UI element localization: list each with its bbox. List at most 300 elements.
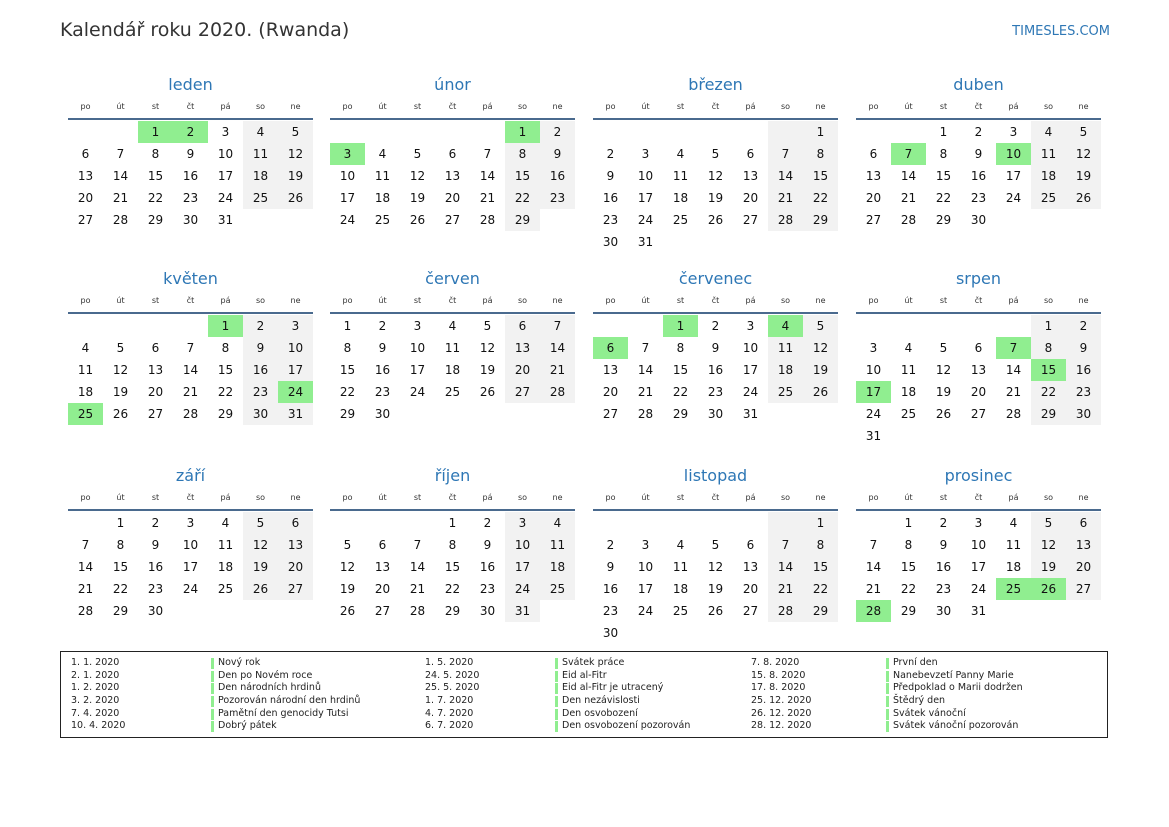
empty-cell xyxy=(891,121,926,143)
day-cell: 23 xyxy=(540,187,575,209)
day-cell: 24 xyxy=(865,407,882,421)
weekday-label: po xyxy=(342,296,353,305)
day-cell: 1 xyxy=(803,121,838,143)
empty-cell xyxy=(278,600,313,622)
week-row xyxy=(856,403,1101,425)
empty-cell xyxy=(1066,425,1101,447)
week-row xyxy=(593,121,838,143)
holiday-name: Dobrý pátek xyxy=(218,720,277,732)
day-cell: 7 xyxy=(641,341,650,355)
day-cell: 10 xyxy=(182,538,199,552)
weekday-label: po xyxy=(868,102,879,111)
day-cell: 13 xyxy=(602,363,619,377)
week-row xyxy=(593,534,838,556)
day-cell: 8 xyxy=(676,341,685,355)
day-cell: 14 xyxy=(900,169,917,183)
weekday-label: so xyxy=(1043,296,1054,305)
empty-cell xyxy=(698,622,733,644)
weekday-header xyxy=(330,99,575,115)
empty-cell xyxy=(68,121,103,143)
weekday-label: st xyxy=(413,296,422,305)
weekday-label: po xyxy=(605,296,616,305)
empty-cell xyxy=(628,622,663,644)
week-row xyxy=(330,534,575,556)
day-cell: 21 xyxy=(77,582,94,596)
day-cell: 21 xyxy=(409,582,426,596)
day-cell: 17 xyxy=(182,560,199,574)
weekday-label: út xyxy=(641,102,650,111)
weekday-label: so xyxy=(1043,493,1054,502)
day-cell: 28 xyxy=(1005,407,1022,421)
day-cell: 19 xyxy=(1066,165,1101,187)
weekday-label: st xyxy=(676,296,685,305)
month-name: říjen xyxy=(434,466,471,485)
day-cell: 20 xyxy=(742,191,759,205)
empty-cell xyxy=(926,425,961,447)
day-cell: 16 xyxy=(182,169,199,183)
day-cell: 13 xyxy=(970,363,987,377)
day-cell: 10 xyxy=(505,534,540,556)
weekday-label: po xyxy=(868,493,879,502)
divider xyxy=(68,312,313,314)
holiday-marker xyxy=(886,658,889,669)
day-cell: 9 xyxy=(974,147,983,161)
day-cell: 5 xyxy=(116,341,125,355)
legend-row xyxy=(425,670,755,683)
weekday-label: út xyxy=(116,493,125,502)
week-row xyxy=(856,512,1101,534)
empty-cell xyxy=(470,121,505,143)
day-cell: 8 xyxy=(343,341,352,355)
holiday-day-cell: 7 xyxy=(891,143,926,165)
day-cell: 26 xyxy=(707,213,724,227)
day-cell: 24 xyxy=(217,191,234,205)
legend-row xyxy=(751,708,1081,721)
empty-cell xyxy=(173,315,208,337)
month-říjen xyxy=(330,464,575,622)
empty-cell xyxy=(628,121,663,143)
day-cell: 31 xyxy=(217,213,234,227)
day-cell: 31 xyxy=(278,403,313,425)
empty-cell xyxy=(68,512,103,534)
day-cell: 3 xyxy=(869,341,878,355)
empty-cell xyxy=(138,315,173,337)
day-cell: 5 xyxy=(483,319,492,333)
holiday-day-cell: 10 xyxy=(996,143,1031,165)
day-cell: 25 xyxy=(540,578,575,600)
day-cell: 8 xyxy=(904,538,913,552)
day-cell: 24 xyxy=(970,582,987,596)
holiday-name: Svátek vánoční xyxy=(893,707,966,719)
week-row xyxy=(330,165,575,187)
holiday-name: Den národních hrdinů xyxy=(218,682,321,694)
day-cell: 4 xyxy=(540,512,575,534)
day-cell: 30 xyxy=(970,213,987,227)
day-cell: 9 xyxy=(483,538,492,552)
weekday-label: čt xyxy=(186,493,195,502)
weekday-label: st xyxy=(413,493,422,502)
legend-row xyxy=(71,657,401,670)
week-row xyxy=(330,556,575,578)
day-cell: 1 xyxy=(904,516,913,530)
day-cell: 14 xyxy=(540,337,575,359)
empty-cell xyxy=(1031,209,1066,231)
empty-cell xyxy=(365,121,400,143)
day-cell: 7 xyxy=(81,538,90,552)
day-cell: 24 xyxy=(742,385,759,399)
day-cell: 25 xyxy=(217,582,234,596)
day-cell: 17 xyxy=(637,191,654,205)
day-cell: 19 xyxy=(339,582,356,596)
day-cell: 22 xyxy=(339,385,356,399)
weekday-label: út xyxy=(116,296,125,305)
day-cell: 20 xyxy=(1066,556,1101,578)
day-cell: 22 xyxy=(112,582,129,596)
day-cell: 21 xyxy=(637,385,654,399)
day-cell: 22 xyxy=(900,582,917,596)
day-cell: 5 xyxy=(711,538,720,552)
day-cell: 9 xyxy=(243,337,278,359)
divider xyxy=(330,509,575,511)
day-cell: 24 xyxy=(1005,191,1022,205)
day-cell: 27 xyxy=(77,213,94,227)
day-cell: 9 xyxy=(186,147,195,161)
legend-column xyxy=(751,657,1081,733)
day-cell: 10 xyxy=(865,363,882,377)
weekday-header xyxy=(68,293,313,309)
day-cell: 29 xyxy=(672,407,689,421)
empty-cell xyxy=(593,315,628,337)
day-cell: 19 xyxy=(707,582,724,596)
holiday-name: Eid al-Fitr xyxy=(562,669,607,681)
legend-column xyxy=(425,657,755,733)
week-row xyxy=(856,534,1101,556)
month-name: srpen xyxy=(955,269,1002,288)
empty-cell xyxy=(996,600,1031,622)
day-cell: 6 xyxy=(505,315,540,337)
day-cell: 10 xyxy=(278,337,313,359)
day-cell: 15 xyxy=(672,363,689,377)
week-row xyxy=(593,578,838,600)
week-row xyxy=(68,337,313,359)
day-cell: 4 xyxy=(448,319,457,333)
day-cell: 23 xyxy=(243,381,278,403)
empty-cell xyxy=(330,512,365,534)
day-cell: 17 xyxy=(409,363,426,377)
empty-cell xyxy=(768,512,803,534)
holiday-marker xyxy=(555,696,558,707)
day-cell: 7 xyxy=(483,147,492,161)
day-cell: 6 xyxy=(869,147,878,161)
weekday-label: čt xyxy=(974,102,983,111)
holiday-marker xyxy=(555,683,558,694)
day-cell: 12 xyxy=(278,143,313,165)
holiday-marker xyxy=(886,696,889,707)
day-cell: 11 xyxy=(1005,538,1022,552)
week-row xyxy=(68,143,313,165)
day-cell: 8 xyxy=(448,538,457,552)
week-row xyxy=(330,121,575,143)
day-cell: 9 xyxy=(606,560,615,574)
day-cell: 16 xyxy=(935,560,952,574)
day-cell: 2 xyxy=(483,516,492,530)
day-cell: 18 xyxy=(1005,560,1022,574)
holiday-name: Den osvobození pozorován xyxy=(562,720,691,732)
holiday-date: 10. 4. 2020 xyxy=(71,720,126,732)
day-cell: 5 xyxy=(278,121,313,143)
day-cell: 27 xyxy=(742,213,759,227)
day-cell: 21 xyxy=(479,191,496,205)
divider xyxy=(593,509,838,511)
day-cell: 14 xyxy=(637,363,654,377)
day-cell: 4 xyxy=(378,147,387,161)
holiday-name: Předpoklad o Marii dodržen xyxy=(893,682,1023,694)
day-cell: 3 xyxy=(641,147,650,161)
day-cell: 5 xyxy=(343,538,352,552)
day-cell: 27 xyxy=(1066,578,1101,600)
site-link[interactable]: TIMESLES.COM xyxy=(1012,24,1110,39)
weekday-label: po xyxy=(868,296,879,305)
day-cell: 17 xyxy=(637,582,654,596)
day-cell: 14 xyxy=(409,560,426,574)
day-cell: 17 xyxy=(505,556,540,578)
day-cell: 4 xyxy=(1009,516,1018,530)
day-cell: 21 xyxy=(540,359,575,381)
holiday-day-cell: 25 xyxy=(996,578,1031,600)
weekday-label: so xyxy=(517,102,528,111)
empty-cell xyxy=(733,622,768,644)
weekday-label: st xyxy=(413,102,422,111)
day-cell: 13 xyxy=(444,169,461,183)
day-cell: 21 xyxy=(1005,385,1022,399)
day-cell: 31 xyxy=(865,429,882,443)
empty-cell xyxy=(698,512,733,534)
day-cell: 29 xyxy=(339,407,356,421)
day-cell: 15 xyxy=(803,165,838,187)
day-cell: 27 xyxy=(742,604,759,618)
week-row xyxy=(330,403,575,425)
weekday-label: pá xyxy=(482,296,493,305)
day-cell: 22 xyxy=(672,385,689,399)
holiday-day-cell: 24 xyxy=(278,381,313,403)
week-row xyxy=(593,209,838,231)
empty-cell xyxy=(68,315,103,337)
weekday-label: čt xyxy=(974,296,983,305)
holiday-marker xyxy=(886,721,889,732)
day-cell: 26 xyxy=(479,385,496,399)
holiday-name: První den xyxy=(893,657,938,668)
day-cell: 11 xyxy=(1031,143,1066,165)
holiday-date: 4. 7. 2020 xyxy=(425,707,474,719)
weekday-label: ne xyxy=(815,296,826,305)
day-cell: 27 xyxy=(374,604,391,618)
holiday-day-cell: 25 xyxy=(68,403,103,425)
day-cell: 20 xyxy=(444,191,461,205)
day-cell: 22 xyxy=(935,191,952,205)
holiday-marker xyxy=(211,709,214,720)
weekday-label: út xyxy=(116,102,125,111)
day-cell: 14 xyxy=(768,165,803,187)
day-cell: 29 xyxy=(1031,403,1066,425)
day-cell: 23 xyxy=(479,582,496,596)
week-row xyxy=(68,121,313,143)
holiday-day-cell: 26 xyxy=(1031,578,1066,600)
weekday-label: po xyxy=(342,493,353,502)
empty-cell xyxy=(768,121,803,143)
empty-cell xyxy=(803,403,838,425)
weekday-label: út xyxy=(378,102,387,111)
day-cell: 10 xyxy=(742,341,759,355)
day-cell: 24 xyxy=(637,213,654,227)
weekday-label: st xyxy=(676,102,685,111)
day-cell: 21 xyxy=(768,187,803,209)
day-cell: 27 xyxy=(147,407,164,421)
month-únor xyxy=(330,73,575,231)
day-cell: 16 xyxy=(602,191,619,205)
day-cell: 12 xyxy=(707,169,724,183)
month-prosinec xyxy=(856,464,1101,622)
empty-cell xyxy=(663,622,698,644)
day-cell: 25 xyxy=(672,213,689,227)
day-cell: 27 xyxy=(505,381,540,403)
weekday-label: so xyxy=(780,102,791,111)
week-row xyxy=(856,121,1101,143)
day-cell: 16 xyxy=(479,560,496,574)
day-cell: 8 xyxy=(116,538,125,552)
divider xyxy=(856,509,1101,511)
holiday-day-cell: 1 xyxy=(505,121,540,143)
day-cell: 3 xyxy=(974,516,983,530)
weekday-label: pá xyxy=(220,102,231,111)
holiday-marker xyxy=(886,709,889,720)
weekday-label: po xyxy=(80,102,91,111)
day-cell: 17 xyxy=(217,169,234,183)
day-cell: 19 xyxy=(479,363,496,377)
empty-cell xyxy=(961,425,996,447)
day-cell: 9 xyxy=(151,538,160,552)
day-cell: 19 xyxy=(707,191,724,205)
day-cell: 10 xyxy=(637,169,654,183)
day-cell: 13 xyxy=(865,169,882,183)
month-name: červen xyxy=(425,269,480,288)
day-cell: 23 xyxy=(970,191,987,205)
holiday-date: 7. 4. 2020 xyxy=(71,707,120,719)
day-cell: 13 xyxy=(1066,534,1101,556)
weekday-label: út xyxy=(904,102,913,111)
day-cell: 27 xyxy=(278,578,313,600)
holiday-day-cell: 7 xyxy=(996,337,1031,359)
divider xyxy=(856,118,1101,120)
weekday-label: ne xyxy=(815,493,826,502)
day-cell: 31 xyxy=(970,604,987,618)
week-row xyxy=(856,209,1101,231)
day-cell: 4 xyxy=(676,147,685,161)
empty-cell xyxy=(996,209,1031,231)
month-name: březen xyxy=(688,75,743,94)
month-name: leden xyxy=(168,75,213,94)
weekday-label: čt xyxy=(711,296,720,305)
day-cell: 12 xyxy=(935,363,952,377)
weekday-header xyxy=(593,490,838,506)
empty-cell xyxy=(856,512,891,534)
day-cell: 16 xyxy=(147,560,164,574)
day-cell: 13 xyxy=(505,337,540,359)
empty-cell xyxy=(593,512,628,534)
day-cell: 15 xyxy=(935,169,952,183)
weekday-label: po xyxy=(605,102,616,111)
holiday-date: 1. 1. 2020 xyxy=(71,657,120,668)
empty-cell xyxy=(593,121,628,143)
day-cell: 9 xyxy=(540,143,575,165)
day-cell: 29 xyxy=(444,604,461,618)
empty-cell xyxy=(961,315,996,337)
empty-cell xyxy=(243,209,278,231)
week-row xyxy=(856,337,1101,359)
day-cell: 10 xyxy=(217,147,234,161)
empty-cell xyxy=(540,403,575,425)
day-cell: 2 xyxy=(711,319,720,333)
empty-cell xyxy=(628,315,663,337)
day-cell: 17 xyxy=(278,359,313,381)
day-cell: 12 xyxy=(243,534,278,556)
day-cell: 26 xyxy=(803,381,838,403)
empty-cell xyxy=(768,231,803,253)
day-cell: 2 xyxy=(974,125,983,139)
day-cell: 14 xyxy=(77,560,94,574)
week-row xyxy=(593,600,838,622)
weekday-label: út xyxy=(641,296,650,305)
day-cell: 6 xyxy=(151,341,160,355)
day-cell: 11 xyxy=(540,534,575,556)
week-row xyxy=(593,231,838,253)
legend-row xyxy=(425,657,755,670)
weekday-label: pá xyxy=(1008,102,1019,111)
day-cell: 26 xyxy=(1066,187,1101,209)
day-cell: 19 xyxy=(243,556,278,578)
day-cell: 24 xyxy=(339,213,356,227)
month-červen xyxy=(330,267,575,425)
day-cell: 11 xyxy=(243,143,278,165)
holiday-date: 15. 8. 2020 xyxy=(751,669,806,681)
day-cell: 28 xyxy=(768,209,803,231)
day-cell: 28 xyxy=(768,600,803,622)
empty-cell xyxy=(628,512,663,534)
week-row xyxy=(330,315,575,337)
week-row xyxy=(68,556,313,578)
weekday-label: ne xyxy=(552,493,563,502)
week-row xyxy=(68,381,313,403)
day-cell: 5 xyxy=(803,315,838,337)
holiday-date: 2. 1. 2020 xyxy=(71,669,120,681)
day-cell: 20 xyxy=(278,556,313,578)
weekday-label: út xyxy=(904,493,913,502)
weekday-label: so xyxy=(517,493,528,502)
holiday-date: 24. 5. 2020 xyxy=(425,669,480,681)
holiday-day-cell: 6 xyxy=(593,337,628,359)
day-cell: 27 xyxy=(970,407,987,421)
day-cell: 30 xyxy=(374,407,391,421)
month-září xyxy=(68,464,313,622)
weekday-label: st xyxy=(151,102,160,111)
weekday-label: ne xyxy=(290,102,301,111)
weekday-label: so xyxy=(517,296,528,305)
legend-row xyxy=(71,708,401,721)
weekday-label: pá xyxy=(482,493,493,502)
weekday-header xyxy=(68,490,313,506)
day-cell: 28 xyxy=(182,407,199,421)
day-cell: 14 xyxy=(479,169,496,183)
week-row xyxy=(856,381,1101,403)
